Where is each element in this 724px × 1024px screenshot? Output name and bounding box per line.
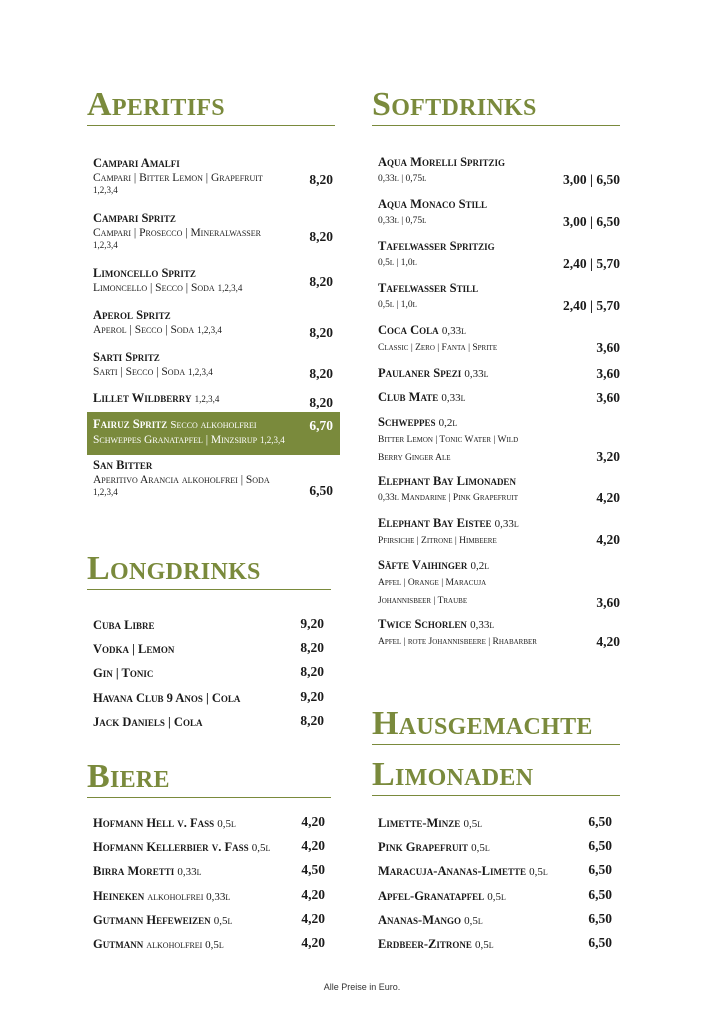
softdrinks-heading: Softdrinks [372, 86, 620, 126]
item-price: 9,20 [300, 616, 324, 631]
menu-item-gutmann-alkoholfrei: Gutmann alkoholfrei 0,5l 4,20 [93, 935, 325, 951]
menu-item-jack-daniels: Jack Daniels | Cola 8,20 [93, 713, 324, 729]
menu-item-maracuja-ananas-limette: Maracuja-Ananas-Limette 0,5l 6,50 [378, 862, 612, 878]
menu-item-hofmann-hell: Hofmann Hell v. Fass 0,5l 4,20 [93, 814, 325, 830]
menu-item-club-mate: Club Mate 0,33l 3,60 [378, 390, 620, 405]
menu-item-campari-spritz [93, 211, 333, 251]
item-price: 6,50 [588, 935, 612, 950]
menu-item-tafelwasser-still: Tafelwasser Still 0,5l | 1,0l 2,40 | 5,70 [378, 281, 620, 313]
item-price: 6,50 [588, 862, 612, 877]
item-price: 9,20 [300, 689, 324, 704]
menu-item-saefte-vaihinger: Säfte Vaihinger 0,2l Apfel | Orange | Maracuja Johannisbeer | Traube 3,60 [378, 558, 620, 610]
footer-note: Alle Preise in Euro. [323, 982, 401, 992]
menu-item-gin-tonic: Gin | Tonic 8,20 [93, 664, 324, 680]
menu-item-heineken: Heineken alkoholfrei 0,33l 4,20 [93, 887, 325, 903]
item-price: 3,60 [596, 390, 620, 405]
menu-item-elephant-bay-eistee: Elephant Bay Eistee 0,33l Pfirsiche | Zitrone | Himbeere 4,20 [378, 516, 620, 547]
item-desc: Limoncello | Secco | Soda 1,2,3,4 [93, 282, 243, 294]
menu-item-pink-grapefruit: Pink Grapefruit 0,5l 6,50 [378, 838, 612, 854]
menu-item-aqua-morelli: Aqua Morelli Spritzig 0,33l | 0,75l 3,00 | 6,50 [378, 155, 620, 187]
item-price: 8,20 [300, 713, 324, 728]
item-price: 6,50 [309, 483, 333, 498]
menu-item-ananas-mango: Ananas-Mango 0,5l 6,50 [378, 911, 612, 927]
menu-item-paulaner-spezi: Paulaner Spezi 0,33l 3,60 [378, 366, 620, 381]
item-price: 6,50 [588, 838, 612, 853]
longdrinks-heading: Longdrinks [87, 550, 331, 590]
item-desc: Aperitivo Arancia alkoholfrei | Soda [93, 474, 270, 486]
item-price: 6,50 [588, 911, 612, 926]
item-price: 4,20 [301, 814, 325, 829]
biere-heading: Biere [87, 758, 331, 798]
item-desc: Schweppes Granatapfel | Minzsirup 1,2,3,4 [93, 434, 285, 446]
menu-item-cuba-libre: Cuba Libre 9,20 [93, 616, 324, 632]
menu-item-campari-amalfi [93, 156, 333, 196]
limonaden-heading-line2: Limonaden [372, 756, 620, 796]
menu-item-tafelwasser-spritzig: Tafelwasser Spritzig 0,5l | 1,0l 2,40 | 5,70 [378, 239, 620, 271]
item-price: 3,00 | 6,50 [563, 214, 620, 229]
item-additives: 1,2,3,4 [197, 325, 222, 335]
menu-item-limette-minze: Limette-Minze 0,5l 6,50 [378, 814, 612, 830]
menu-item-gutmann-hefeweizen: Gutmann Hefeweizen 0,5l 4,20 [93, 911, 325, 927]
menu-item-limoncello-spritz [93, 266, 333, 295]
item-price: 4,20 [596, 490, 620, 505]
menu-item-vodka-lemon: Vodka | Lemon 8,20 [93, 640, 324, 656]
item-price: 4,50 [301, 862, 325, 877]
menu-item-elephant-bay-limonaden: Elephant Bay Limonaden 0,33l Mandarine | Pink Grapefruit 4,20 [378, 474, 620, 505]
item-additives: 1,2,3,4 [217, 283, 243, 293]
item-price: 6,50 [588, 814, 612, 829]
item-additives: 1,2,3,4 [194, 394, 220, 404]
item-name: Campari Spritz [93, 211, 176, 225]
menu-item-erdbeer-zitrone: Erdbeer-Zitrone 0,5l 6,50 [378, 935, 612, 951]
item-additives: 1,2,3,4 [93, 487, 118, 497]
item-price: 4,20 [301, 887, 325, 902]
item-price: 8,20 [300, 640, 324, 655]
item-price: 4,20 [596, 532, 620, 547]
item-price: 3,60 [596, 595, 620, 610]
item-price: 3,60 [596, 366, 620, 381]
menu-item-sarti-spritz [93, 350, 333, 379]
item-additives: 1,2,3,4 [188, 367, 213, 377]
item-additives: 1,2,3,4 [93, 240, 118, 250]
item-price: 3,60 [596, 340, 620, 355]
item-price: 2,40 | 5,70 [563, 256, 620, 271]
menu-item-san-bitter [93, 458, 333, 498]
item-name: Fairuz Spritz Secco alkoholfrei [93, 417, 257, 431]
item-price: 3,20 [596, 449, 620, 464]
item-price: 3,00 | 6,50 [563, 172, 620, 187]
menu-item-hofmann-kellerbier: Hofmann Kellerbier v. Fass 0,5l 4,20 [93, 838, 325, 854]
item-price: 2,40 | 5,70 [563, 298, 620, 313]
item-price: 8,20 [309, 325, 333, 340]
item-price: 4,20 [301, 935, 325, 950]
item-name: San Bitter [93, 458, 153, 472]
item-price: 6,70 [309, 418, 333, 433]
menu-item-fairuz-spritz [93, 417, 333, 447]
item-price: 8,20 [309, 229, 333, 244]
item-desc: Campari | Prosecco | Mineralwasser [93, 227, 261, 239]
menu-item-coca-cola: Coca Cola 0,33l Classic | Zero | Fanta | Sprite 3,60 [378, 323, 620, 355]
menu-item-schweppes: Schweppes 0,2l Bitter Lemon | Tonic Water | Wild Berry Ginger Ale 3,20 [378, 415, 620, 464]
item-price: 6,50 [588, 887, 612, 902]
menu-item-havana-club: Havana Club 9 Anos | Cola 9,20 [93, 689, 324, 705]
limonaden-heading-line1: Hausgemachte [372, 705, 620, 745]
item-additives: 1,2,3,4 [93, 185, 118, 195]
item-name: Lillet Wildberry 1,2,3,4 [93, 391, 220, 405]
menu-item-aperol-spritz [93, 308, 333, 340]
menu-item-lillet-wildberry [93, 391, 333, 410]
item-name: Aperol Spritz [93, 308, 171, 322]
item-price: 8,20 [309, 366, 333, 381]
menu-item-birra-moretti: Birra Moretti 0,33l 4,50 [93, 862, 325, 878]
item-name: Limoncello Spritz [93, 266, 196, 280]
menu-item-twice-schorlen: Twice Schorlen 0,33l Apfel | rote Johannisbeere | Rhabarber 4,20 [378, 617, 620, 649]
item-name: Sarti Spritz [93, 350, 160, 364]
item-desc: Campari | Bitter Lemon | Grapefruit [93, 172, 263, 184]
item-price: 4,20 [301, 838, 325, 853]
item-price: 4,20 [301, 911, 325, 926]
item-desc: Aperol | Secco | Soda 1,2,3,4 [93, 324, 222, 336]
item-price: 8,20 [309, 395, 333, 410]
item-price: 8,20 [300, 664, 324, 679]
item-price: 8,20 [309, 172, 333, 187]
item-name: Campari Amalfi [93, 156, 180, 170]
item-desc: Sarti | Secco | Soda 1,2,3,4 [93, 366, 213, 378]
item-additives: 1,2,3,4 [260, 435, 285, 445]
aperitifs-heading: Aperitifs [87, 86, 335, 126]
item-price: 4,20 [596, 634, 620, 649]
item-price: 8,20 [309, 274, 333, 289]
menu-item-aqua-monaco: Aqua Monaco Still 0,33l | 0,75l 3,00 | 6,50 [378, 197, 620, 229]
menu-item-apfel-granatapfel: Apfel-Granatapfel 0,5l 6,50 [378, 887, 612, 903]
